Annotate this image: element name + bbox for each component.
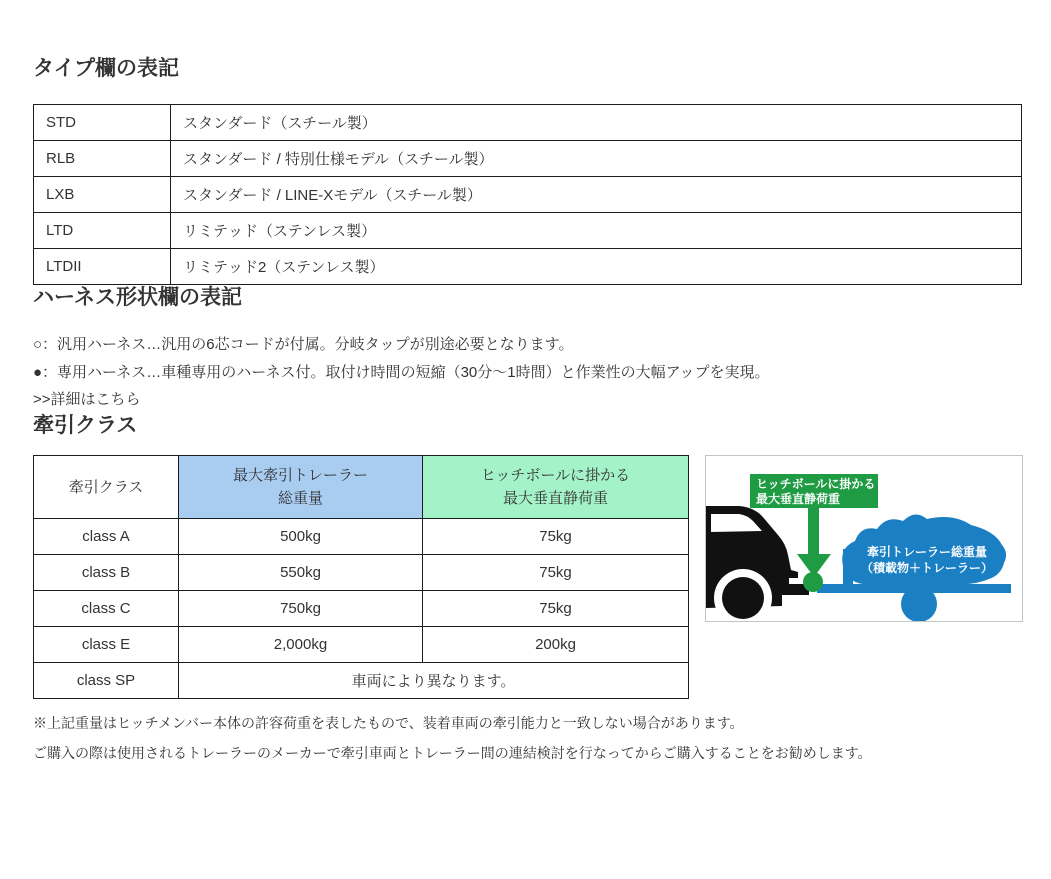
header-line: ヒッチボールに掛かる bbox=[480, 467, 631, 484]
table-row-sp bbox=[34, 663, 689, 699]
header-line: 最大牽引トレーラー bbox=[232, 467, 368, 484]
type-code: LTDII bbox=[34, 249, 171, 285]
vertical-load: 75kg bbox=[423, 591, 689, 627]
vertical-load: 200kg bbox=[423, 627, 689, 663]
table-row bbox=[34, 105, 1022, 141]
type-desc: リミテッド（ステンレス製） bbox=[171, 213, 1022, 249]
trailer-weight: 500kg bbox=[179, 519, 423, 555]
sp-note: 車両により異なります。 bbox=[179, 663, 689, 699]
car-wheel bbox=[722, 577, 764, 619]
towing-illustration-svg bbox=[706, 456, 1022, 621]
header-line: 総重量 bbox=[277, 490, 323, 507]
class-name: class A bbox=[34, 519, 179, 555]
type-code: RLB bbox=[34, 141, 171, 177]
harness-description bbox=[33, 331, 1022, 413]
section-title-harness-notation: ハーネス形状欄の表記 bbox=[33, 286, 242, 309]
header-max-vertical-load bbox=[423, 456, 689, 519]
hitch-label-line2: 最大垂直静荷重 bbox=[756, 492, 841, 506]
table-row bbox=[34, 249, 1022, 285]
class-name: class SP bbox=[34, 663, 179, 699]
type-desc: リミテッド2（ステンレス製） bbox=[171, 249, 1022, 285]
hitch-label-line1: ヒッチボールに掛かる bbox=[756, 477, 876, 491]
trailer-wheel bbox=[901, 586, 937, 621]
header-line: 最大垂直静荷重 bbox=[502, 490, 608, 507]
type-desc: スタンダード / LINE-Xモデル（スチール製） bbox=[171, 177, 1022, 213]
table-row bbox=[34, 519, 689, 555]
vertical-load: 75kg bbox=[423, 555, 689, 591]
class-name: class B bbox=[34, 555, 179, 591]
trailer-weight-label-line2: （積載物＋トレーラー） bbox=[860, 561, 994, 575]
trailer-weight: 2,000kg bbox=[179, 627, 423, 663]
detail-link[interactable]: >>詳細はこちら bbox=[33, 391, 141, 408]
type-desc: スタンダード（スチール製） bbox=[171, 105, 1022, 141]
header-towing-class: 牽引クラス bbox=[34, 456, 179, 519]
type-code: STD bbox=[34, 105, 171, 141]
trailer-weight-label-line1: 牽引トレーラー総重量 bbox=[866, 545, 988, 559]
type-desc: スタンダード / 特別仕様モデル（スチール製） bbox=[171, 141, 1022, 177]
table-row bbox=[34, 177, 1022, 213]
table-header-row bbox=[34, 456, 689, 519]
towing-class-content bbox=[33, 455, 1022, 699]
type-code: LTD bbox=[34, 213, 171, 249]
trailer-weight: 550kg bbox=[179, 555, 423, 591]
harness-line-dedicated: ●：専用ハーネス…車種専用のハーネス付。取付け時間の短縮（30分～1時間）と作業性の大幅アップを実現。 bbox=[33, 364, 770, 381]
towing-class-table bbox=[33, 455, 689, 699]
harness-line-generic: ○：汎用ハーネス…汎用の6芯コードが付属。分岐タップが別途必要となります。 bbox=[33, 336, 574, 353]
type-notation-table bbox=[33, 104, 1022, 285]
arrow-stem bbox=[808, 508, 819, 556]
table-row bbox=[34, 213, 1022, 249]
class-name: class E bbox=[34, 627, 179, 663]
header-max-trailer-weight bbox=[179, 456, 423, 519]
footnote-capacity: ※上記重量はヒッチメンバー本体の許容荷重を表したもので、装着車両の牽引能力と一致しない場合があります。 bbox=[33, 715, 744, 731]
footnotes bbox=[33, 708, 1022, 768]
footnote-purchase-advice: ご購入の際は使用されるトレーラーのメーカーで牽引車両とトレーラー間の連結検討を行なってからご購入することをお勧めします。 bbox=[33, 745, 872, 761]
table-row bbox=[34, 141, 1022, 177]
class-name: class C bbox=[34, 591, 179, 627]
trailer-weight: 750kg bbox=[179, 591, 423, 627]
table-row bbox=[34, 627, 689, 663]
table-row bbox=[34, 591, 689, 627]
section-title-towing-class: 牽引クラス bbox=[33, 414, 138, 437]
vertical-load: 75kg bbox=[423, 519, 689, 555]
table-row bbox=[34, 555, 689, 591]
type-code: LXB bbox=[34, 177, 171, 213]
towing-illustration bbox=[705, 455, 1023, 622]
hitch-ball bbox=[803, 572, 823, 592]
section-title-type-notation: タイプ欄の表記 bbox=[33, 57, 179, 80]
